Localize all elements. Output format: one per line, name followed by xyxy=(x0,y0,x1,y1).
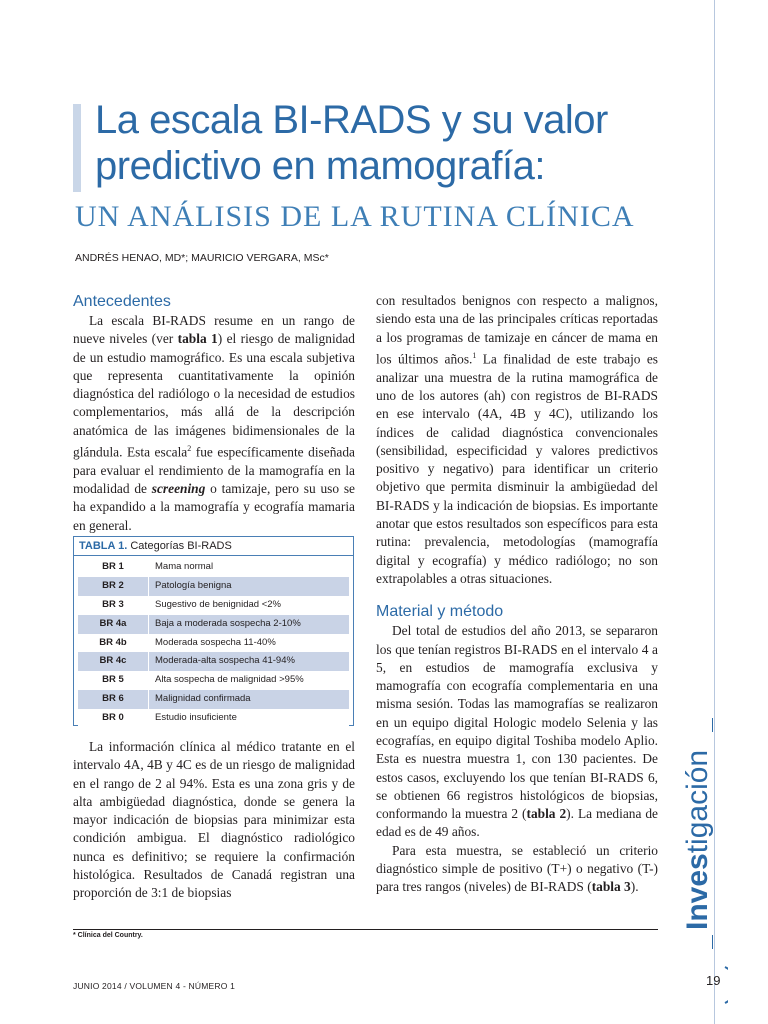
left-column-top xyxy=(73,292,355,535)
text: Del total de estudios del año 2013, se separaron los que tenían registros BI-RADS en el intervalo 4 a 5, en estudios de mamografía exclusiva y mamografía con ecografía complementaria en una misma sesión. Todas las mamografías se realizaron en un equipo digital Hologic modelo Selenia y las ecografías, en equipo digital Toshiba modelo Aplio. Esta es nuestra muestra 1, con 130 pacientes. De estos casos, excluyendo los que tenían BI-RADS 6, se obtienen 66 registros histológicos de biopsias, conformando la muestra 2 ( xyxy=(376,623,658,822)
table-bi-rads-categories xyxy=(73,536,354,726)
text: La finalidad de este trabajo es analizar una muestra de la rutina mamográfica de uno de los autores (ah) con registros de BI-RADS en ese intervalo (4A, 4B y 4C), utilizando los índices de calidad diagnóstica convencionales (sensibilidad, especificidad y valores predictivos positivo y negativo) para identificar un criterio objetivo que permita disminuir la ambigüedad del BI-RADS y la indicación de biopsias. Es importante anotar que estos resultados son específicos para esta rutina: prevalencia, metodologías (mamografía digital y ecografía) y médico radiólogo; no son extrapolables a otras situaciones. xyxy=(376,351,658,586)
table-cell-code: BR 4c xyxy=(78,652,149,671)
table-cell-description: Moderada-alta sospecha 41-94% xyxy=(155,655,295,667)
table-cell-description: Sugestivo de benignidad <2% xyxy=(155,598,281,610)
authors: ANDRÉS HENAO, MD*; MAURICIO VERGARA, MSc* xyxy=(75,252,329,264)
table-row xyxy=(78,652,349,671)
text: La escala BI-RADS resume en un rango de nueve niveles (ver xyxy=(73,313,355,347)
table-cell-description: Moderada sospecha 11-40% xyxy=(155,636,276,648)
page-number-text: 19 xyxy=(706,973,721,988)
issue-info: JUNIO 2014 / VOLUMEN 4 - NÚMERO 1 xyxy=(73,981,235,991)
footnote-rule xyxy=(73,929,658,930)
article-subtitle: UN ANÁLISIS DE LA RUTINA CLÍNICA xyxy=(75,200,635,233)
table-cell-description: Baja a moderada sospecha 2-10% xyxy=(155,617,301,629)
text: o tamizaje, pero su uso se ha expandido a la mamografía y ecografía mamaria en general. xyxy=(73,481,355,533)
table-row xyxy=(78,690,349,709)
table-cell-code: BR 2 xyxy=(78,577,149,596)
table-cell-code: BR 1 xyxy=(78,558,149,577)
table-row xyxy=(78,577,349,596)
table-row xyxy=(78,615,349,634)
text: Para esta muestra, se estableció un criterio diagnóstico simple de positivo (T+) o negativo (T-) para tres rangos (niveles) de BI-RADS ( xyxy=(376,842,658,895)
table-caption-text: Categorías BI-RADS xyxy=(127,540,232,552)
text: ). La mediana de edad es de 49 años. xyxy=(376,806,659,840)
title-accent-bar xyxy=(73,104,81,192)
table-row xyxy=(78,634,349,653)
side-tick-top xyxy=(712,718,713,732)
paragraph-material-2 xyxy=(376,842,658,897)
table-cell-code: BR 4a xyxy=(78,615,149,634)
table-cell-code: BR 4b xyxy=(78,634,149,653)
text: ) el riesgo de malignidad de un estudio mamográfico. Es una escala subjetiva que representa cuantitativamente la opinión diagnóstica del radiólogo o la necesidad de estudios complementarios, más allá de la descripción anatómica de las imágenes bidimensionales de la glándula. Esta escala xyxy=(73,331,356,460)
table-cell-description: Alta sospecha de malignidad >95% xyxy=(155,674,304,686)
text: con resultados benignos con respecto a malignos, siendo esta una de las principales críticas reportadas a los programas de tamizaje en cáncer de mama en los últimos años. xyxy=(376,293,658,367)
paragraph-clinical-info: La información clínica al médico tratante en el intervalo 4A, 4B y 4C es de un riesgo de malignidad en el rango de 2 al 94%. Esta es una zona gris y de alta ambigüedad diagnóstica, donde se genera la mayor indicación de biopsias para minimizar esta condición ambigua. El diagnóstico radiológico nunca es definitivo; se requiere la confirmación histológica. Resultados de Canadá registran una proporción de 3:1 de biopsias xyxy=(73,739,355,901)
table-row xyxy=(78,558,349,577)
table-cell-description: Estudio insuficiente xyxy=(155,712,237,724)
article-title xyxy=(95,97,715,189)
table-cell-description: Mama normal xyxy=(155,561,214,572)
footnote: * Clínica del Country. xyxy=(73,932,143,939)
table-reference-link[interactable]: tabla 3 xyxy=(591,879,631,895)
table-cell-description: Patología benigna xyxy=(155,579,232,591)
section-tab-bold: Inves xyxy=(681,853,714,930)
table-cell-code: BR 3 xyxy=(78,596,149,615)
table-body xyxy=(74,556,353,728)
section-heading-antecedentes: Antecedentes xyxy=(73,293,171,310)
table-cell-description: Malignidad confirmada xyxy=(155,693,251,705)
citation-ref: 2 xyxy=(187,444,192,454)
paragraph-continuation xyxy=(376,292,658,588)
side-tick-bottom xyxy=(712,935,713,949)
emphasis-term: screening xyxy=(151,481,206,497)
table-row xyxy=(78,671,349,690)
section-tab-light: tigación xyxy=(681,749,714,854)
paragraph-material-1 xyxy=(376,622,658,842)
table-row xyxy=(78,709,349,728)
text: ). xyxy=(630,879,639,895)
table-cell-code: BR 6 xyxy=(78,690,149,709)
table-label: TABLA 1. xyxy=(79,540,128,552)
right-column xyxy=(376,292,658,897)
table-row xyxy=(78,596,349,615)
title-line-1: La escala BI-RADS y su valor xyxy=(95,98,608,142)
left-column-bottom xyxy=(73,738,355,903)
citation-ref: 1 xyxy=(472,350,477,360)
title-line-2: predictivo en mamografía: xyxy=(95,144,545,188)
table-cell-code: BR 5 xyxy=(78,671,149,690)
section-heading-material: Material y método xyxy=(376,603,504,621)
table-caption xyxy=(74,537,353,556)
table-reference-link[interactable]: tabla 1 xyxy=(177,331,218,347)
table-reference-link[interactable]: tabla 2 xyxy=(526,806,567,822)
page-number xyxy=(698,965,728,1005)
table-cell-code: BR 0 xyxy=(78,709,149,728)
paragraph-antecedentes xyxy=(73,312,355,535)
text: fue específicamente diseñada para evaluar el rendimiento de la mamografía en la modalidad de xyxy=(73,444,355,497)
